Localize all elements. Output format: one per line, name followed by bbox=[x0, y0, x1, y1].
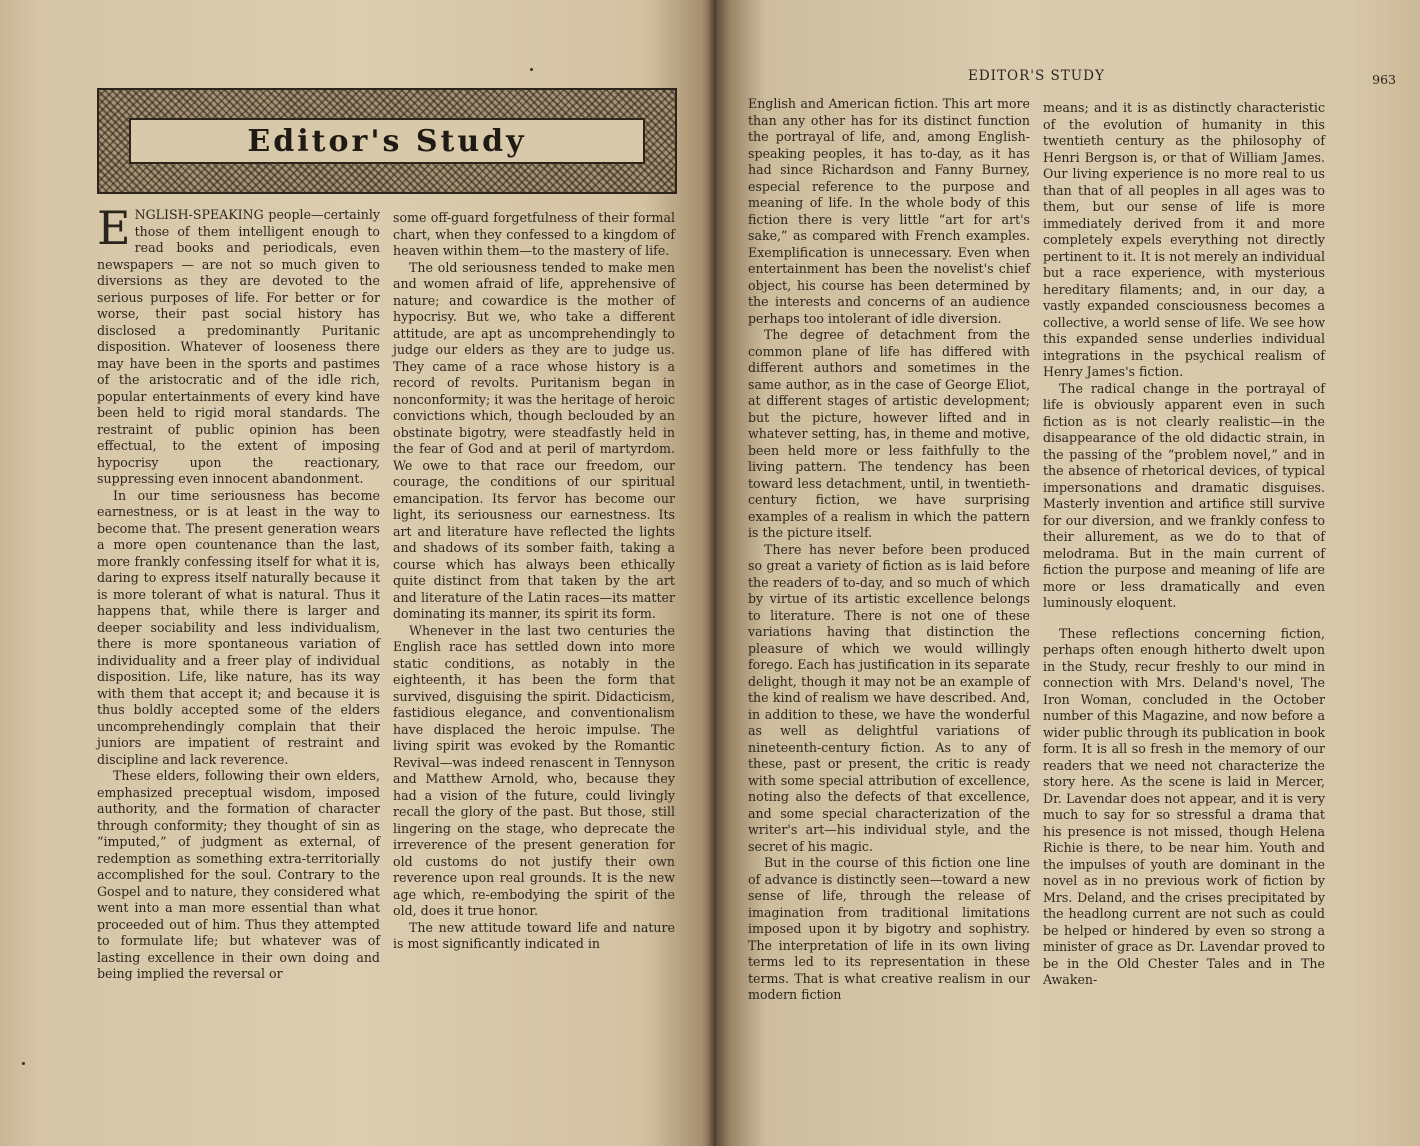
paragraph: some off-guard forgetfulness of their formal chart, when they confessed to a kingdom of heaven within them—to the mastery of life. bbox=[393, 210, 675, 258]
paper-speck bbox=[530, 68, 533, 71]
paragraph: There has never before been produced so great a variety of fiction as is laid before the readers of to-day, and so much of which by virtue of its artistic excellence belongs to literature. There is not one of these variations having that distinction the pleasure of which we would willingly forego. Each has justification in its separate delight, though it may not be an example of the kind of realism we have described. And, in addition to these, we have the wonderful as well as delightful variations of nineteenth-century fiction. As to any of these, past or present, the critic is ready with some special attribution of excellence, noting also the defects of that excellence, and some special characterization of the writer's art—his individual style, and the secret of his magic. bbox=[748, 541, 1030, 854]
paragraph: means; and it is as distinctly characteristic of the evolution of humanity in this twentieth century as the philosophy of Henri Bergson is, or that of William James. Our living experience is no more real to us than that of all peoples in all ages was to them, but our sense of life is more immediately derived from it and more completely expels everything not directly pertinent to it. It is not merely an individual but a race experience, with mysterious hereditary filaments; and, in our day, a vastly expanded consciousness becomes a collective, a world sense of life. We see how this expanded sense underlies individual integrations in the psychical realism of Henry James's fiction. bbox=[1043, 100, 1325, 379]
paragraph: The degree of detachment from the common plane of life has differed with different authors and sometimes in the same author, as in the case of George Eliot, at different stages of artistic development; but the picture, however lifted and in whatever setting, has, in theme and motive, been held more or less faithfully to the living pattern. The tendency has been toward less detachment, until, in twentieth-century fiction, we have surprising examples of a realism in which the pattern is the picture itself. bbox=[748, 327, 1030, 540]
paragraph: The new attitude toward life and nature is most significantly indicated in bbox=[393, 919, 675, 951]
paragraph: The old seriousness tended to make men and women afraid of life, apprehensive of nature; and cowardice is the mother of hypocrisy. But we, who take a different attitude, are apt as uncomprehendingly to judge our elders as they are to judge us. They came of a race whose history is a record of revolts. Puritanism began in nonconformity; it was the heritage of heroic convictions which, though beclouded by an obstinate bigotry, were steadfastly held in the fear of God and at peril of martyrdom. We owe to that race our freedom, our courage, the conditions of our spiritual emancipation. Its fervor has become our light, its seriousness our earnestness. Its art and literature have reflected the lights and shadows of its somber faith, taking a course which has always been ethically quite distinct from that taken by the art and literature of the Latin races—its matter dominating its manner, its spirit its form. bbox=[393, 259, 675, 621]
banner-panel bbox=[129, 118, 645, 164]
paragraph: In our time seriousness has become earnestness, or is at least in the way to become that. The present generation wears a more open countenance than the last, more frankly confessing itself for what it is, daring to express itself naturally because it is more tolerant of what is natural. Thus it happens that, while there is larger and deeper sociability and less individualism, there is more spontaneous variation of individuality and a freer play of individual disposition. Life, like nature, has its way with them that accept it; and because it is thus boldly accepted some of the elders uncomprehendingly complain that their juniors are impatient of restraint and discipline and lack reverence. bbox=[97, 487, 380, 767]
paper-speck bbox=[22, 1062, 25, 1065]
paragraph: The radical change in the portrayal of life is obviously apparent even in such fiction as is not clearly realistic—in the disappearance of the old didactic strain, in the passing of the “problem novel,” and in the absence of rhetorical devices, of typical impersonations and dramatic disguises. Masterly invention and artifice still survive for our diversion, and we frankly confess to their allurement, as we do to that of melodrama. But in the main current of fiction the purpose and meaning of life are more or less dramatically and even luminously eloquent. bbox=[1043, 380, 1325, 610]
banner-title: Editor's Study bbox=[247, 123, 527, 159]
paragraph: These elders, following their own elders, emphasized preceptual wisdom, imposed authority, and the formation of character through conformity; they thought of sin as “imputed,” of judgment as external, of redemption as something extra-territorially accomplished for the soul. Contrary to the Gospel and to nature, they considered what went into a man more essential than what proceeded out of him. Thus they attempted to formulate life; but whatever was of lasting excellence in their own doing and being implied the reversal or bbox=[97, 768, 380, 981]
right-column-1 bbox=[748, 96, 1030, 1004]
left-column-2 bbox=[393, 210, 675, 953]
drop-cap: E bbox=[97, 201, 131, 255]
paragraph: Whenever in the last two centuries the English race has settled down into more static conditions, as notably in the eighteenth, it has been the form that survived, disguising the spirit. Didacticism, fastidious elegance, and conventionalism have displaced the heroic impulse. The living spirit was evoked by the Romantic Revival—was indeed renascent in Tennyson and Matthew Arnold, who, because they had a vision of the future, could livingly recall the glory of the past. But those, still lingering on the stage, who deprecate the irreverence of the present generation for old customs do not justify their own reverence upon real grounds. It is the new age which, re-embodying the spirit of the old, does it true honor. bbox=[393, 622, 675, 918]
running-head: EDITOR'S STUDY bbox=[968, 68, 1105, 84]
paragraph: English and American fiction. This art more than any other has for its distinct function the portrayal of life, and, among English-speaking peoples, it has to-day, as it has had since Richardson and Fanny Burney, especial reference to the purpose and meaning of life. In the whole body of this fiction there is very little “art for art's sake,” as compared with French examples. Exemplification is unnecessary. Even when entertainment has been the novelist's chief object, his course has been determined by the interests and concerns of an audience perhaps too intolerant of idle diversion. bbox=[748, 96, 1030, 326]
left-column-1 bbox=[97, 201, 380, 983]
paragraph-text: NGLISH-SPEAKING people—certainly those of them intelligent enough to read books and periodicals, even newspapers — are not so much given to diversions as they are devoted to the serious purposes of life. For better or for worse, their past social history has disclosed a predominantly Puritanic disposition. Whatever of looseness there may have been in the sports and pastimes of the aristocratic and of the idle rich, popular entertainments of every kind have been held to rigid moral standards. The restraint of public opinion has been effectual, to the extent of imposing hypocrisy upon the reactionary, suppressing even innocent abandonment. bbox=[97, 207, 380, 486]
editors-study-banner bbox=[97, 88, 677, 194]
right-column-2 bbox=[1043, 100, 1325, 989]
paragraph bbox=[97, 201, 380, 488]
paragraph: But in the course of this fiction one line of advance is distinctly seen—toward a new sense of life, through the release of imagination from traditional limitations imposed upon it by bigotry and sophistry. The interpretation of life in its own living terms led to its representation in these terms. That is what creative realism in our modern fiction bbox=[748, 855, 1030, 1002]
right-page bbox=[716, 0, 1420, 1146]
page-number: 963 bbox=[1372, 72, 1396, 87]
paragraph: These reflections concerning fiction, perhaps often enough hitherto dwelt upon in the Study, recur freshly to our mind in connection with Mrs. Deland's novel, The Iron Woman, concluded in the October number of this Magazine, and now before a wider public through its publication in book form. It is all so fresh in the memory of our readers that we need not characterize the story here. As the scene is laid in Mercer, Dr. Lavendar does not appear, and it is very much to say for so stressful a drama that his presence is not missed, though Helena Richie is there, to be near him. Youth and the impulses of youth are dominant in the novel as in no previous work of fiction by Mrs. Deland, and the crises precipitated by the headlong current are not such as could be helped or hindered by even so strong a minister of grace as Dr. Lavendar proved to be in the Old Chester Tales and in The Awaken- bbox=[1043, 625, 1325, 987]
